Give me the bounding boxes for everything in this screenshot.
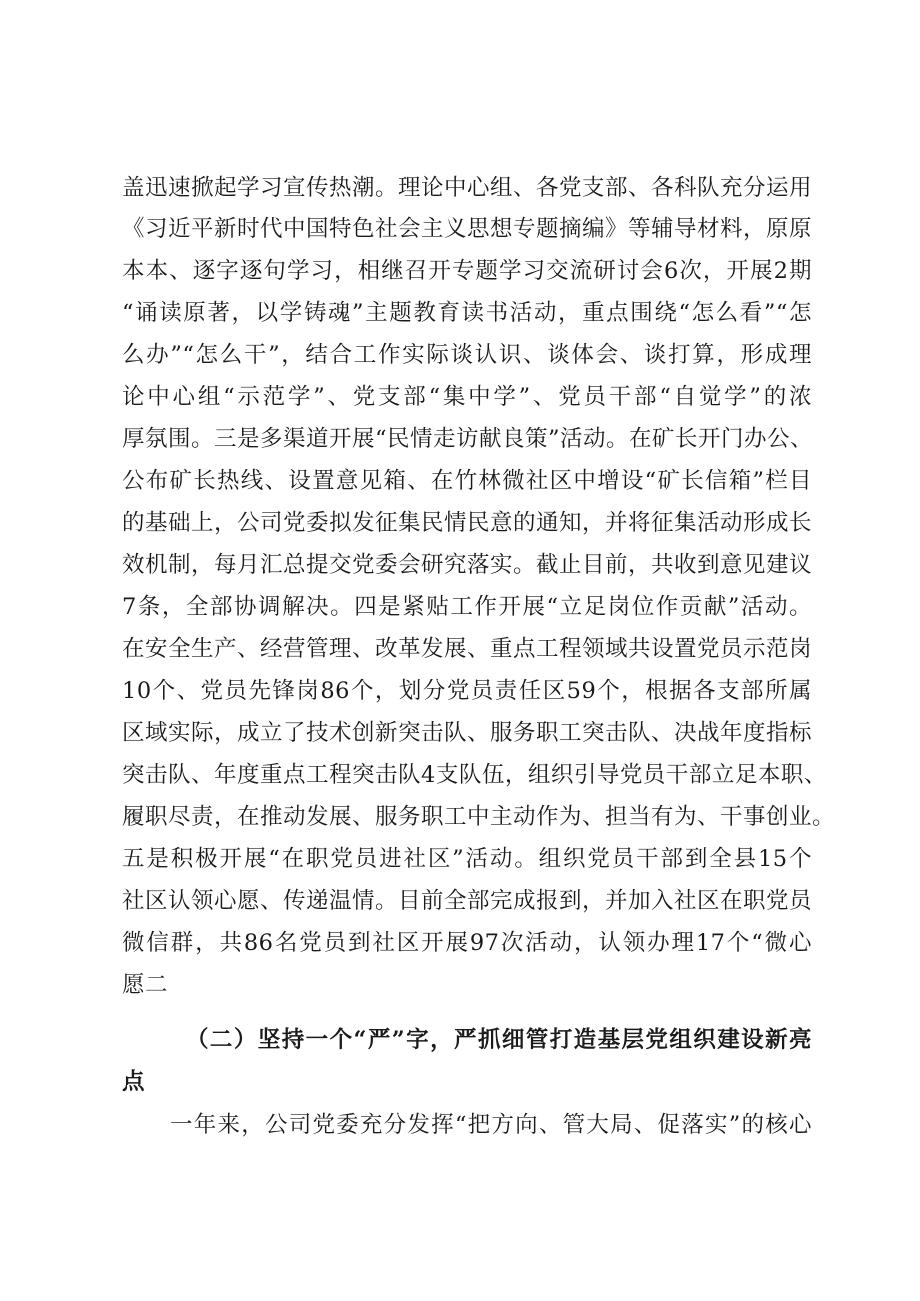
paragraph-line: 愿二	[122, 972, 169, 998]
paragraph-line: 五是积极开展“在职党员进社区”活动。组织党员干部到全县15个	[122, 846, 812, 872]
paragraph-line: 公布矿长热线、设置意见箱、在竹林微社区中增设“矿长信箱”栏目	[122, 468, 812, 494]
paragraph-line: 一年来，公司党委充分发挥“把方向、管大局、促落实”的核心	[170, 1112, 812, 1138]
paragraph-line: 论中心组“示范学”、党支部“集中学”、党员干部“自觉学”的浓	[122, 384, 812, 410]
paragraph-line: 10个、党员先锋岗86个，划分党员责任区59个，根据各支部所属	[122, 678, 812, 704]
paragraph-line: 效机制，每月汇总提交党委会研究落实。截止目前，共收到意见建议	[122, 552, 813, 578]
paragraph-line: 7条，全部协调解决。四是紧贴工作开展“立足岗位作贡献”活动。	[122, 594, 812, 620]
paragraph-line: 微信群，共86名党员到社区开展97次活动，认领办理17个“微心	[122, 930, 812, 956]
paragraph-line: 《习近平新时代中国特色社会主义思想专题摘编》等辅导材料，原原	[122, 216, 813, 242]
section-heading-continued: 点	[122, 1069, 146, 1095]
paragraph-line: 履职尽责，在推动发展、服务职工中主动作为、担当有为、干事创业。	[122, 804, 836, 830]
paragraph-line: 么办”“怎么干”，结合工作实际谈认识、谈体会、谈打算，形成理	[122, 342, 812, 368]
paragraph-line: 的基础上，公司党委拟发征集民情民意的通知，并将征集活动形成长	[122, 510, 813, 536]
section-heading: （二）坚持一个“严”字，严抓细管打造基层党组织建设新亮	[186, 1027, 812, 1053]
paragraph-line: 本本、逐字逐句学习，相继召开专题学习交流研讨会6次，开展2期	[122, 258, 812, 284]
paragraph-line: 在安全生产、经营管理、改革发展、重点工程领域共设置党员示范岗	[122, 636, 813, 662]
paragraph-line: 盖迅速掀起学习宣传热潮。理论中心组、各党支部、各科队充分运用	[122, 175, 813, 201]
paragraph-line: 厚氛围。三是多渠道开展“民情走访献良策”活动。在矿长开门办公、	[122, 426, 814, 452]
paragraph-line: 社区认领心愿、传递温情。目前全部完成报到，并加入社区在职党员	[122, 888, 813, 914]
paragraph-line: 突击队、年度重点工程突击队4支队伍，组织引导党员干部立足本职、	[122, 762, 827, 788]
paragraph-line: “诵读原著，以学铸魂”主题教育读书活动，重点围绕“怎么看”“怎	[122, 300, 812, 326]
paragraph-line: 区域实际，成立了技术创新突击队、服务职工突击队、决战年度指标	[122, 720, 813, 746]
